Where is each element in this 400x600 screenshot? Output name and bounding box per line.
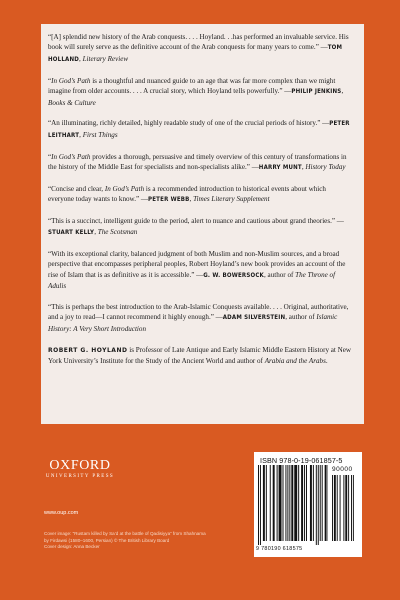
logo-main-text: OXFORD	[49, 458, 111, 473]
endorser-source: History Today	[305, 163, 346, 172]
endorsement-bowersock: “With its exceptional clarity, balanced judgment of both Muslim and non-Muslim sources, and a broad perspective that encompasses peripheral peoples, Robert Hoyland’s new book provides an account of the rise of Islam that is as definitive as it is accessible.” —G. W. BOWERSOCK, author of The Throne of Adulis	[48, 249, 346, 290]
credit-line: Cover image: “Rustam killed by Sa’d at the battle of Qadisiyya” from Shahnama	[44, 531, 206, 536]
cover-credits	[44, 531, 234, 551]
endorsement-holland: “[A] splendid new history of the Arab conquests. . . . Hoyland. . .has performed an invaluable service. His book will surely serve as the definitive account of the Arab conquests for many years to come.” —TOM HOLLAND, Literary Review	[48, 33, 349, 63]
oxford-logo	[44, 459, 116, 481]
endorser-source: First Things	[82, 130, 118, 139]
endorsement-leithart: “An illuminating, richly detailed, highly readable study of one of the crucial periods of history.” —PETER LEITHART, First Things	[48, 119, 350, 139]
endorser-name: PHILIP JENKINS	[291, 88, 342, 96]
endorser-name: HARRY MUNT	[258, 164, 302, 172]
author-bio: ROBERT G. HOYLAND is Professor of Late Antique and Early Islamic Middle Eastern History at New York University’s Institute for the Study of the Ancient World and author of Arabia and the Arabs.	[48, 345, 352, 365]
barcode-label	[254, 452, 362, 557]
endorser-source: Literary Review	[82, 54, 129, 63]
endorsement-kelly: “This is a succinct, intelligent guide to the period, alert to nuance and cautious about grand theories.” —STUART KELLY, The Scotsman	[48, 217, 344, 236]
isbn-text: ISBN 978-0-19-061857-5	[260, 456, 343, 465]
price-barcode	[332, 475, 358, 543]
endorser-name: PETER LEITHART	[48, 120, 350, 139]
price-code: 90000	[332, 466, 353, 473]
endorser-name: ADAM SILVERSTEIN	[222, 314, 286, 322]
endorsement-webb: “Concise and clear, In God’s Path is a recommended introduction to historical events about which everyone today wants to know.” —PETER WEBB, Times Literary Supplement	[48, 185, 326, 204]
endorser-source: Times Literary Supplement	[193, 195, 270, 204]
endorsements	[48, 32, 353, 366]
endorser-source: Islamic History: A Very Short Introduction	[48, 313, 338, 333]
endorser-name: G. W. BOWERSOCK	[203, 271, 264, 279]
endorser-source: The Throne of Adulis	[48, 270, 336, 290]
endorsement-jenkins: “In God’s Path is a thoughtful and nuanced guide to an age that was far more complex than we might imagine from older accounts. . . . A crucial story, which Hoyland tells powerfully.” —PHILIP JENKINS, Books & Culture	[48, 76, 344, 107]
endorser-name: PETER WEBB	[148, 196, 190, 204]
credit-line: by Firdawsi (1580–1600, Persian) © The British Library Board	[44, 537, 170, 543]
endorser-source: Books & Culture	[48, 98, 96, 107]
credit-line: Cover design: Anna Becker	[44, 544, 100, 549]
endorsement-silverstein: “This is perhaps the best introduction to the Arab-Islamic Conquests available. . . . Original, authoritative, and a joy to read—I cannot recommend it highly enough.” —ADAM SILVERSTEIN, author of Islamic History: A Very Short Introduction	[48, 302, 349, 333]
ean-digits: 9 780190 618575	[256, 546, 303, 552]
logo-sub-text: UNIVERSITY PRESS	[45, 474, 115, 479]
publisher-url: www.oup.com	[44, 510, 79, 516]
author-book: Arabia and the Arabs	[264, 356, 326, 365]
endorser-name: TOM HOLLAND	[48, 44, 343, 63]
author-name: ROBERT G. HOYLAND	[48, 346, 128, 354]
endorser-name: STUART KELLY	[48, 228, 95, 236]
endorser-source: The Scotsman	[97, 227, 138, 236]
ean-barcode	[258, 465, 328, 545]
endorsement-munt: “In God’s Path provides a thorough, persuasive and timely overview of this century of transformations in the history of the Middle East for specialists and non-specialists alike.” —HARRY MUNT, History Today	[48, 152, 347, 172]
